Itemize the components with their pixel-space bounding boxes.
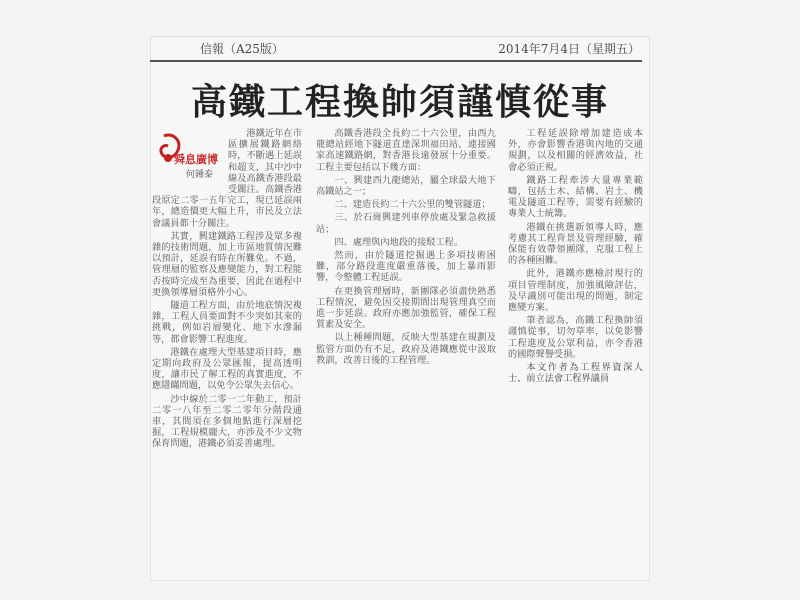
- article-headline: 高鐵工程換帥須謹慎從事: [190, 81, 609, 123]
- paragraph: 工程延誤除增加建造成本外，亦會影響香港與內地的交通規劃，以及相關的經濟效益，社會必須正視。: [508, 128, 643, 173]
- paragraph: 港鐵在挑選新領導人時，應考慮其工程背景及管理經驗，確保能有效帶領團隊，克服工程上的各種困難。: [508, 221, 643, 267]
- paragraph: 然而，由於隧道挖掘遇上多項技術困難，部分路段進度嚴重落後，加上暴雨影響，令整體工程延誤。: [316, 250, 496, 284]
- column-name: 舜息廣博: [174, 153, 218, 166]
- paragraph: 高鐵香港段全長約二十六公里，由西九龍總站經地下隧道直達深圳福田站，連接國家高速鐵路網，對香港長遠發展十分重要。工程主要包括以下幾方面：: [316, 128, 496, 173]
- article-column-3: [508, 128, 643, 558]
- paragraph: 港鐵在處理大型基建項目時，應定期向政府及公眾匯報，提高透明度，讓市民了解工程的真實進度，不應隱瞞問題，以免令公眾失去信心。: [152, 346, 302, 392]
- header-divider: [150, 60, 642, 62]
- paragraph: 其實，興建鐵路工程涉及眾多複雜的技術問題，加上市區地質情況難以預計，延誤有時在所難免。不過，管理層的監察及應變能力，對工程能否按時完成至為重要，因此在過程中更換領導層須格外小心。: [152, 230, 302, 298]
- article-column-2: [316, 128, 496, 573]
- paragraph: 此外，港鐵亦應檢討現行的項目管理制度，加強風險評估，及早識別可能出現的問題，制定應變方案。: [508, 268, 643, 314]
- article-column-1: [152, 128, 302, 573]
- clipping-header: [200, 40, 640, 58]
- paragraph: 隧道工程方面，由於地底情況複雜，工程人員要面對不少突如其來的挑戰，例如岩層變化、地下水滲漏等，都會影響工程進度。: [152, 300, 302, 345]
- paragraph: 以上種種問題，反映大型基建在規劃及監管方面仍有不足，政府及港鐵應從中汲取教訓，改善日後的工程管理。: [316, 332, 496, 366]
- paragraph: 筆者認為，高鐵工程換帥須謹慎從事，切勿草率，以免影響工程進度及公眾利益，亦令香港的國際聲譽受損。: [508, 315, 643, 360]
- paragraph: 港鐵近年在市區擴展鐵路網絡時，不斷遇上延誤和超支，其中沙中線及高鐵香港段最受關注。高鐵香港段原定二零一五年完工，現已延誤兩年，總造價更大幅上升，市民及立法會議員都十分關注。: [152, 128, 302, 229]
- paragraph: 在更換管理層時，新團隊必須盡快熟悉工程情況，避免因交接期間出現管理真空而進一步延誤。政府亦應加強監管，確保工程質素及安全。: [316, 285, 496, 331]
- paragraph: 鐵路工程牽涉大量專業範疇，包括土木、結構、岩土、機電及隧道工程等，需要有經驗的專業人士統籌。: [508, 174, 643, 220]
- paragraph: 一、興建西九龍總站，屬全球最大地下高鐵站之一；: [316, 174, 496, 198]
- paragraph: 沙中線於二零一二年動工，預計二零一八年至二零二零年分階段通車，其間須在多個地點進行深層挖掘，工程規模龐大，亦涉及不少文物保育問題，港鐵必須妥善處理。: [152, 393, 302, 450]
- publication-source: 信報（A25版）: [200, 42, 284, 56]
- author-signoff: 本文作者為工程界資深人士、前立法會工程界議員: [508, 362, 643, 385]
- column-author: 何鍾泰: [186, 170, 214, 180]
- paragraph: 四、處理與內地段的接駁工程。: [334, 236, 464, 248]
- paragraph: 二、建造長約二十六公里的雙管隧道；: [334, 199, 491, 211]
- column-byline: [152, 128, 224, 190]
- publication-date: 2014年7月4日（星期五）: [498, 42, 640, 56]
- paragraph: 三、於石崗興建列車停放處及緊急救援站；: [316, 212, 496, 235]
